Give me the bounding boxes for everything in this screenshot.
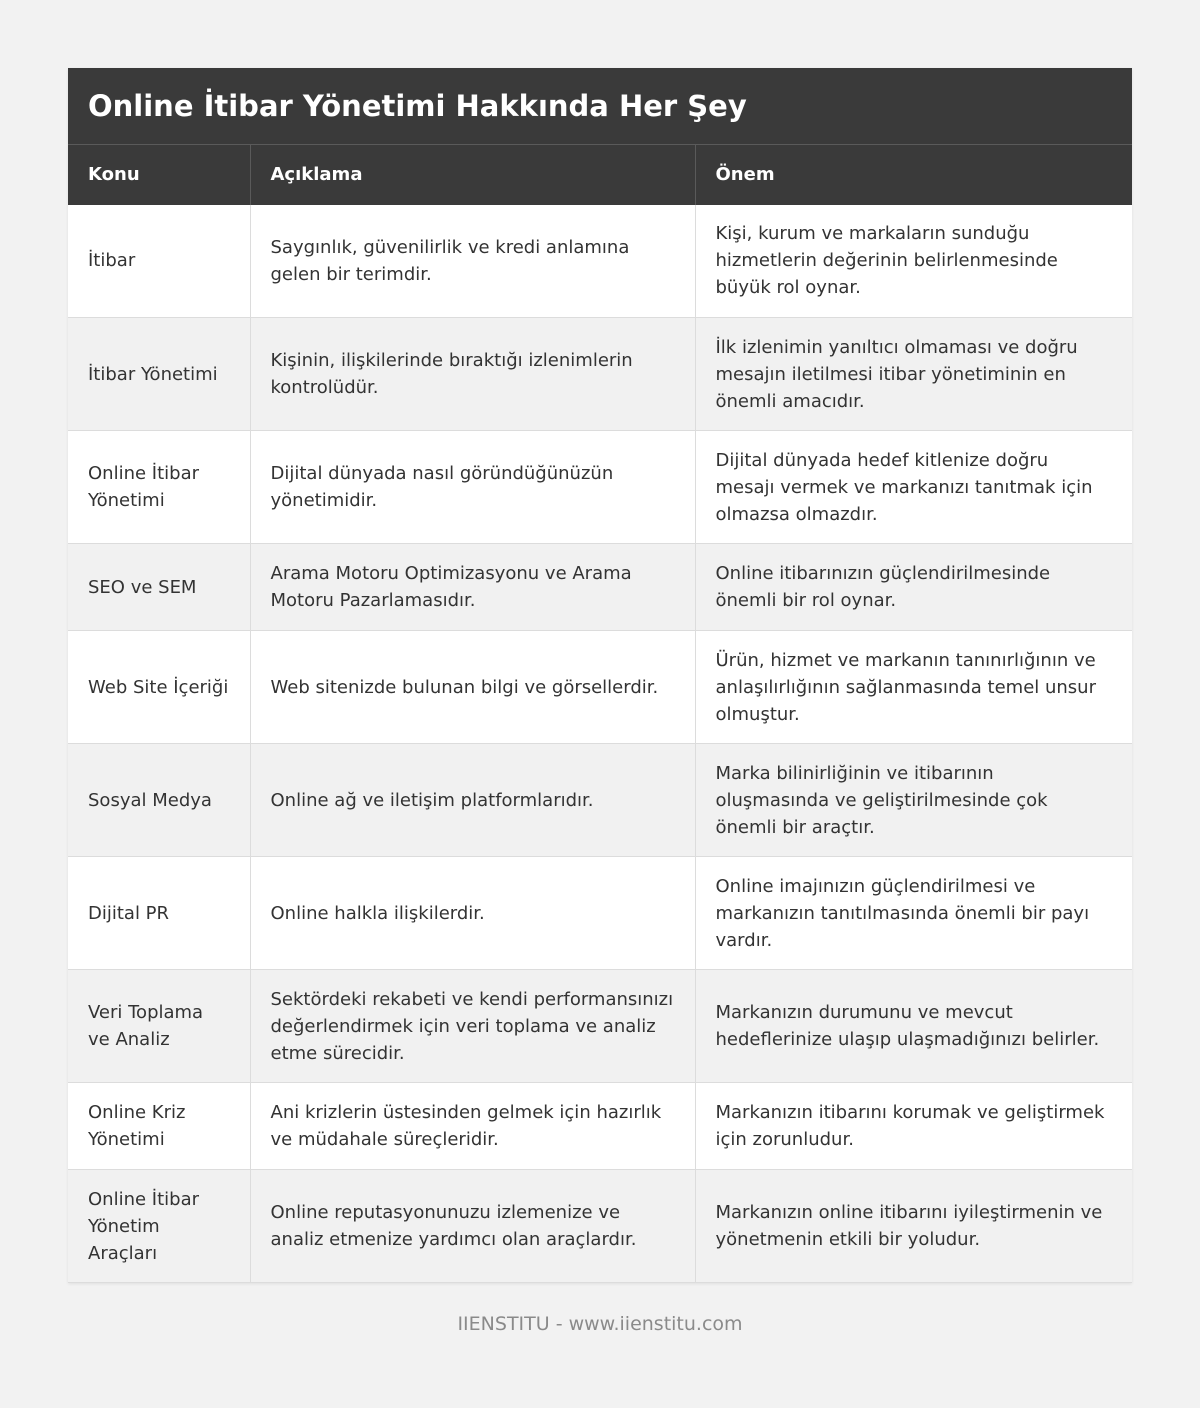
- cell-onem: Ürün, hizmet ve markanın tanınırlığının ve anlaşılırlığının sağlanmasında temel unsur olmuştur.: [695, 631, 1132, 744]
- cell-konu: SEO ve SEM: [68, 544, 250, 631]
- table-row: [68, 431, 1132, 544]
- table-row: [68, 744, 1132, 857]
- cell-aciklama: Saygınlık, güvenilirlik ve kredi anlamına gelen bir terimdir.: [250, 205, 695, 318]
- cell-aciklama: Online ağ ve iletişim platformlarıdır.: [250, 744, 695, 857]
- table-row: [68, 631, 1132, 744]
- table-row: [68, 857, 1132, 970]
- cell-konu: Sosyal Medya: [68, 744, 250, 857]
- cell-aciklama: Ani krizlerin üstesinden gelmek için hazırlık ve müdahale süreçleridir.: [250, 1083, 695, 1170]
- cell-onem: Dijital dünyada hedef kitlenize doğru mesajı vermek ve markanızı tanıtmak için olmazsa olmazdır.: [695, 431, 1132, 544]
- table-row: [68, 318, 1132, 431]
- column-header-konu: Konu: [68, 145, 250, 205]
- cell-konu: İtibar Yönetimi: [68, 318, 250, 431]
- table-row: [68, 205, 1132, 318]
- cell-onem: İlk izlenimin yanıltıcı olmaması ve doğru mesajın iletilmesi itibar yönetiminin en önemli amacıdır.: [695, 318, 1132, 431]
- table-row: [68, 1170, 1132, 1283]
- table-header-row: [68, 145, 1132, 205]
- info-table: [68, 144, 1132, 1283]
- cell-konu: Online Kriz Yönetimi: [68, 1083, 250, 1170]
- cell-onem: Kişi, kurum ve markaların sunduğu hizmetlerin değerinin belirlenmesinde büyük rol oynar.: [695, 205, 1132, 318]
- cell-konu: İtibar: [68, 205, 250, 318]
- cell-aciklama: Web sitenizde bulunan bilgi ve görsellerdir.: [250, 631, 695, 744]
- column-header-onem: Önem: [695, 145, 1132, 205]
- footer-credit: IIENSTITU - www.iienstitu.com: [457, 1313, 743, 1335]
- cell-onem: Marka bilinirliğinin ve itibarının oluşmasında ve geliştirilmesinde çok önemli bir araçtır.: [695, 744, 1132, 857]
- table-row: [68, 1083, 1132, 1170]
- cell-konu: Web Site İçeriği: [68, 631, 250, 744]
- cell-onem: Markanızın itibarını korumak ve geliştirmek için zorunludur.: [695, 1083, 1132, 1170]
- table-title: Online İtibar Yönetimi Hakkında Her Şey: [68, 68, 1132, 144]
- cell-aciklama: Arama Motoru Optimizasyonu ve Arama Motoru Pazarlamasıdır.: [250, 544, 695, 631]
- cell-onem: Markanızın durumunu ve mevcut hedeflerinize ulaşıp ulaşmadığınızı belirler.: [695, 970, 1132, 1083]
- cell-konu: Online İtibar Yönetim Araçları: [68, 1170, 250, 1283]
- column-header-aciklama: Açıklama: [250, 145, 695, 205]
- cell-aciklama: Sektördeki rekabeti ve kendi performansınızı değerlendirmek için veri toplama ve analiz etme sürecidir.: [250, 970, 695, 1083]
- table-row: [68, 544, 1132, 631]
- cell-aciklama: Online halkla ilişkilerdir.: [250, 857, 695, 970]
- info-table-card: [68, 68, 1132, 1283]
- cell-onem: Online imajınızın güçlendirilmesi ve markanızın tanıtılmasında önemli bir payı vardır.: [695, 857, 1132, 970]
- cell-aciklama: Kişinin, ilişkilerinde bıraktığı izlenimlerin kontrolüdür.: [250, 318, 695, 431]
- cell-onem: Online itibarınızın güçlendirilmesinde önemli bir rol oynar.: [695, 544, 1132, 631]
- cell-konu: Online İtibar Yönetimi: [68, 431, 250, 544]
- cell-aciklama: Online reputasyonunuzu izlemenize ve analiz etmenize yardımcı olan araçlardır.: [250, 1170, 695, 1283]
- cell-konu: Dijital PR: [68, 857, 250, 970]
- cell-onem: Markanızın online itibarını iyileştirmenin ve yönetmenin etkili bir yoludur.: [695, 1170, 1132, 1283]
- table-row: [68, 970, 1132, 1083]
- cell-aciklama: Dijital dünyada nasıl göründüğünüzün yönetimidir.: [250, 431, 695, 544]
- cell-konu: Veri Toplama ve Analiz: [68, 970, 250, 1083]
